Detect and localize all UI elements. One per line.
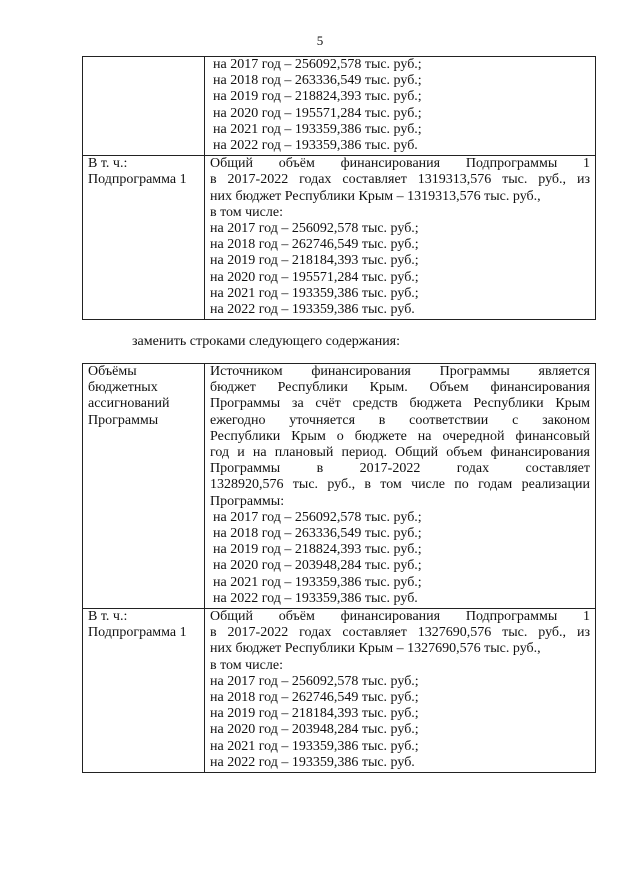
subprogram-text-cell xyxy=(205,156,596,320)
label-line: бюджетных xyxy=(88,380,158,396)
replace-instruction: заменить строками следующего содержания: xyxy=(132,334,401,349)
table-after xyxy=(82,363,596,773)
text-line: Источником финансирования Программы является xyxy=(210,364,590,379)
year-line: на 2022 год – 193359,386 тыс. руб. xyxy=(213,590,418,606)
year-line: на 2018 год – 263336,549 тыс. руб.; xyxy=(213,73,422,89)
text-line: них бюджет Республики Крым – 1327690,576 тыс. руб., xyxy=(210,641,541,657)
table-before xyxy=(82,56,596,320)
year-list-cell xyxy=(205,57,596,156)
text-line: ежегодно уточняется в соответствии с законом xyxy=(210,412,590,428)
text-line: год и на плановый период. Общий объем финансирования xyxy=(210,445,590,461)
year-line: на 2022 год – 193359,386 тыс. руб. xyxy=(210,302,415,318)
year-line: на 2017 год – 256092,578 тыс. руб.; xyxy=(213,509,422,525)
text-line: Общий объём финансирования Подпрограммы 1 xyxy=(210,609,590,625)
subprogram-label-cell xyxy=(83,156,205,320)
year-line: на 2019 год – 218824,393 тыс. руб.; xyxy=(213,89,422,105)
year-line: на 2020 год – 203948,284 тыс. руб.; xyxy=(210,722,419,738)
year-line: на 2020 год – 195571,284 тыс. руб.; xyxy=(213,105,422,121)
text-line: в 2017-2022 годах составляет 1319313,576 тыс. руб., из xyxy=(210,172,590,188)
year-line: на 2019 год – 218824,393 тыс. руб.; xyxy=(213,542,422,558)
year-line: на 2021 год – 193359,386 тыс. руб.; xyxy=(213,121,422,137)
in-number-label: в том числе: xyxy=(210,204,283,220)
subprogram-text-cell xyxy=(205,609,596,773)
year-line: на 2019 год – 218184,393 тыс. руб.; xyxy=(210,253,419,269)
year-line: на 2022 год – 193359,386 тыс. руб. xyxy=(210,754,415,770)
year-line: на 2021 год – 193359,386 тыс. руб.; xyxy=(210,738,419,754)
in-number-label: в том числе: xyxy=(210,657,283,673)
subprogram-label: В т. ч.: xyxy=(88,156,128,172)
year-line: на 2019 год – 218184,393 тыс. руб.; xyxy=(210,706,419,722)
year-line: на 2017 год – 256092,578 тыс. руб.; xyxy=(210,221,419,237)
subprogram-label: В т. ч.: xyxy=(88,609,128,625)
year-line: на 2021 год – 193359,386 тыс. руб.; xyxy=(213,574,422,590)
label-line: ассигнований xyxy=(88,396,170,412)
budget-text-cell xyxy=(205,364,596,609)
text-line: в 2017-2022 годах составляет 1327690,576 тыс. руб., из xyxy=(210,625,590,641)
text-line: Республики Крым о бюджете на очередной финансовый xyxy=(210,428,590,444)
text-line: Программы за счёт средств бюджета Республики Крым xyxy=(210,396,590,412)
text-line: 1328920,576 тыс. руб., в том числе по годам реализации xyxy=(210,477,590,493)
year-line: на 2020 год – 203948,284 тыс. руб.; xyxy=(213,558,422,574)
label-line: Объёмы xyxy=(88,364,137,379)
year-line: на 2018 год – 263336,549 тыс. руб.; xyxy=(213,526,422,542)
year-line: на 2017 год – 256092,578 тыс. руб.; xyxy=(210,673,419,689)
year-line: на 2018 год – 262746,549 тыс. руб.; xyxy=(210,690,419,706)
budget-label-cell xyxy=(83,364,205,609)
subprogram-label-cell xyxy=(83,609,205,773)
year-line: на 2018 год – 262746,549 тыс. руб.; xyxy=(210,237,419,253)
table-row xyxy=(83,57,596,156)
label-line: Программы xyxy=(88,412,159,428)
year-line: на 2017 год – 256092,578 тыс. руб.; xyxy=(213,57,422,72)
text-line: бюджет Республики Крым. Объем финансирования xyxy=(210,380,590,396)
subprogram-name: Подпрограмма 1 xyxy=(88,172,187,188)
page-number: 5 xyxy=(316,33,324,48)
text-line: Программы в 2017-2022 годах составляет xyxy=(210,461,590,477)
table-row xyxy=(83,364,596,609)
year-line: на 2020 год – 195571,284 тыс. руб.; xyxy=(210,269,419,285)
year-line: на 2022 год – 193359,386 тыс. руб. xyxy=(213,138,418,154)
table-row xyxy=(83,609,596,773)
subprogram-name: Подпрограмма 1 xyxy=(88,625,187,641)
empty-label-cell xyxy=(83,57,205,156)
text-line: Программы: xyxy=(210,493,285,509)
text-line: Общий объём финансирования Подпрограммы 1 xyxy=(210,156,590,172)
text-line: них бюджет Республики Крым – 1319313,576 тыс. руб., xyxy=(210,188,541,204)
table-row xyxy=(83,156,596,320)
year-line: на 2021 год – 193359,386 тыс. руб.; xyxy=(210,285,419,301)
